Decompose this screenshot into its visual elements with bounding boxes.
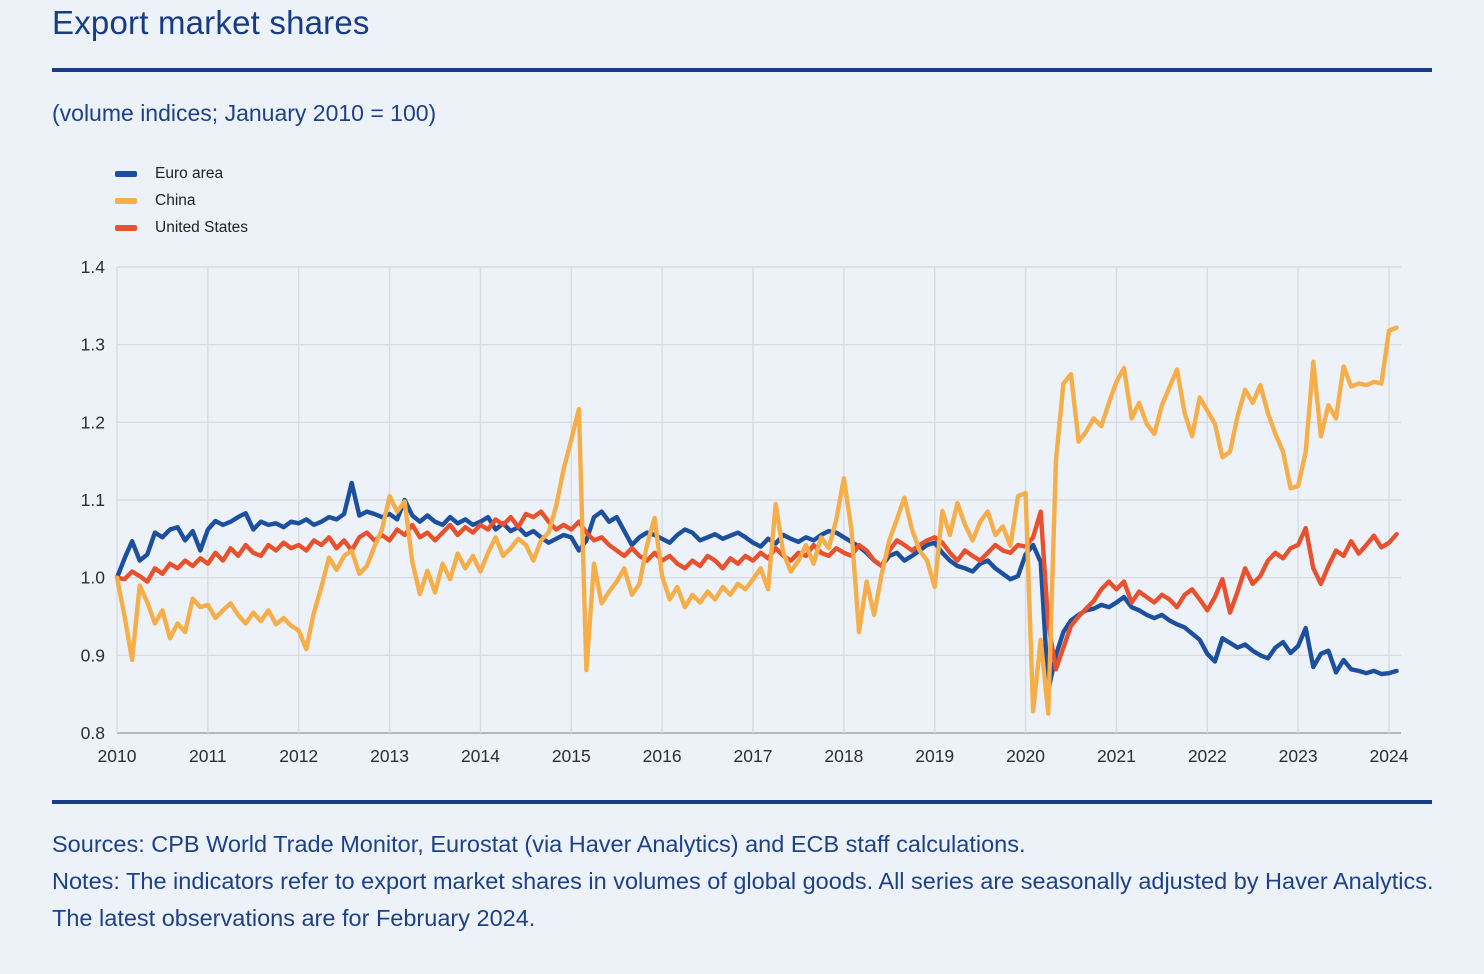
sources-text: Sources: CPB World Trade Monitor, Eurostat (via Haver Analytics) and ECB staff calculations. xyxy=(52,831,1026,857)
x-tick-label: 2015 xyxy=(551,746,591,766)
legend-item-china xyxy=(115,187,248,214)
x-tick-label: 2014 xyxy=(460,746,500,766)
x-tick-label: 2023 xyxy=(1278,746,1318,766)
y-tick-label: 1.2 xyxy=(80,412,105,433)
legend-swatch xyxy=(115,225,137,231)
y-tick-label: 1.3 xyxy=(80,334,105,355)
y-tick-label: 1.1 xyxy=(80,490,105,510)
footer-divider xyxy=(52,800,1432,804)
title-divider xyxy=(52,68,1432,72)
legend-label: United States xyxy=(155,218,249,236)
x-tick-label: 2016 xyxy=(642,746,682,766)
x-tick-label: 2022 xyxy=(1187,746,1227,766)
euro-area-line xyxy=(117,483,1397,690)
page-title: Export market shares xyxy=(52,4,370,41)
x-tick-label: 2021 xyxy=(1096,746,1136,766)
x-tick-label: 2012 xyxy=(279,746,319,766)
x-tick-label: 2013 xyxy=(370,746,410,766)
legend-label: Euro area xyxy=(155,164,224,182)
chart-subtitle: (volume indices; January 2010 = 100) xyxy=(52,100,437,126)
footer xyxy=(52,826,1436,937)
export-market-shares-chart xyxy=(0,250,1484,780)
y-tick-label: 0.8 xyxy=(80,723,105,743)
x-tick-label: 2018 xyxy=(824,746,864,766)
y-tick-label: 0.9 xyxy=(80,645,105,666)
legend-swatch xyxy=(115,171,137,177)
x-tick-label: 2010 xyxy=(97,746,137,766)
notes-text: Notes: The indicators refer to export market shares in volumes of global goods. All series are seasonally adjusted by Haver Analytics. The latest observations are for February 2024. xyxy=(52,868,1434,931)
x-tick-label: 2017 xyxy=(733,746,773,766)
x-tick-label: 2019 xyxy=(915,746,955,766)
x-tick-label: 2020 xyxy=(1006,746,1046,766)
y-tick-label: 1.4 xyxy=(80,257,105,277)
chart-legend xyxy=(115,160,248,241)
legend-item-united-states xyxy=(115,214,248,241)
legend-swatch xyxy=(115,198,137,204)
x-tick-label: 2024 xyxy=(1369,746,1409,766)
y-tick-label: 1.0 xyxy=(80,567,105,588)
x-tick-label: 2011 xyxy=(189,746,227,766)
legend-item-euro-area xyxy=(115,160,248,187)
legend-label: China xyxy=(155,191,196,209)
